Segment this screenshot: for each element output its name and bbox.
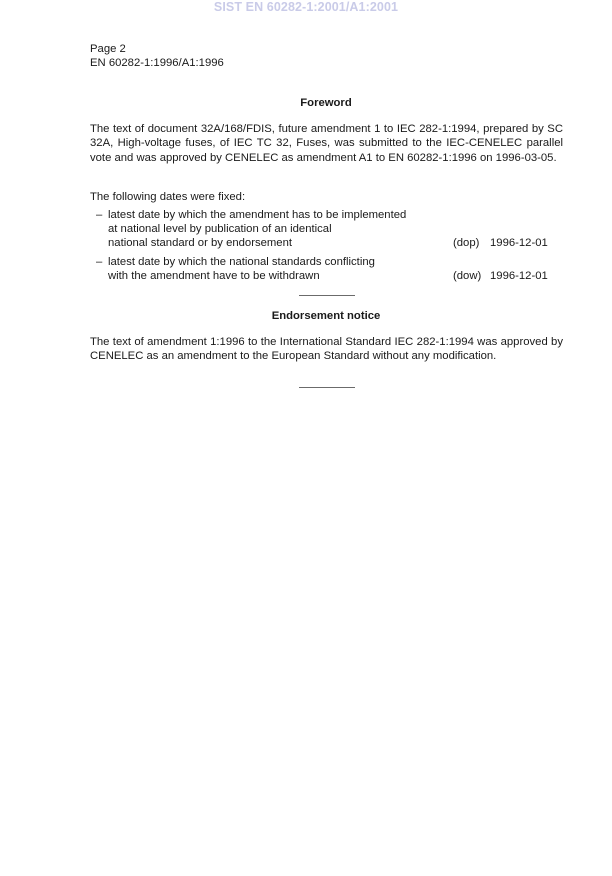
date-value: 1996-12-01 [490, 237, 548, 250]
description-line: national standard or by endorsement [108, 237, 293, 250]
page-number: Page 2 [90, 43, 126, 55]
date-item-description [108, 208, 438, 251]
date-abbreviation: (dop) [453, 237, 480, 250]
date-item-dow [96, 255, 564, 285]
foreword-heading: Foreword [300, 97, 352, 109]
end-divider [299, 387, 355, 388]
endorsement-paragraph: The text of amendment 1:1996 to the International Standard IEC 282-1:1994 was approved by CENELEC as an amendment to the European Standard without any modification. [90, 336, 563, 363]
description-line: latest date by which the national standards conflicting [108, 256, 375, 268]
endorsement-heading: Endorsement notice [271, 310, 381, 322]
description-line: with the amendment have to be withdrawn [108, 270, 320, 283]
date-item-dop [96, 208, 564, 252]
description-line: latest date by which the amendment has to be implemented [108, 209, 407, 221]
watermark-header: SIST EN 60282-1:2001/A1:2001 [213, 0, 399, 14]
section-divider [299, 295, 355, 296]
page-header [90, 42, 224, 70]
list-dash: – [96, 209, 103, 221]
document-id: EN 60282-1:1996/A1:1996 [90, 57, 224, 69]
date-value: 1996-12-01 [490, 270, 548, 283]
date-abbreviation: (dow) [453, 270, 482, 283]
dates-intro: The following dates were fixed: [90, 191, 246, 203]
list-dash: – [96, 256, 103, 268]
description-line: at national level by publication of an identical [108, 223, 332, 236]
date-item-description [108, 255, 438, 283]
foreword-paragraph: The text of document 32A/168/FDIS, future amendment 1 to IEC 282-1:1994, prepared by SC 32A, High-voltage fuses, of IEC TC 32, Fuses, was submitted to the IEC-CENELEC parallel vote and was approved by CENELEC as amendment A1 to EN 60282-1:1996 on 1996-03-05. [90, 123, 563, 164]
